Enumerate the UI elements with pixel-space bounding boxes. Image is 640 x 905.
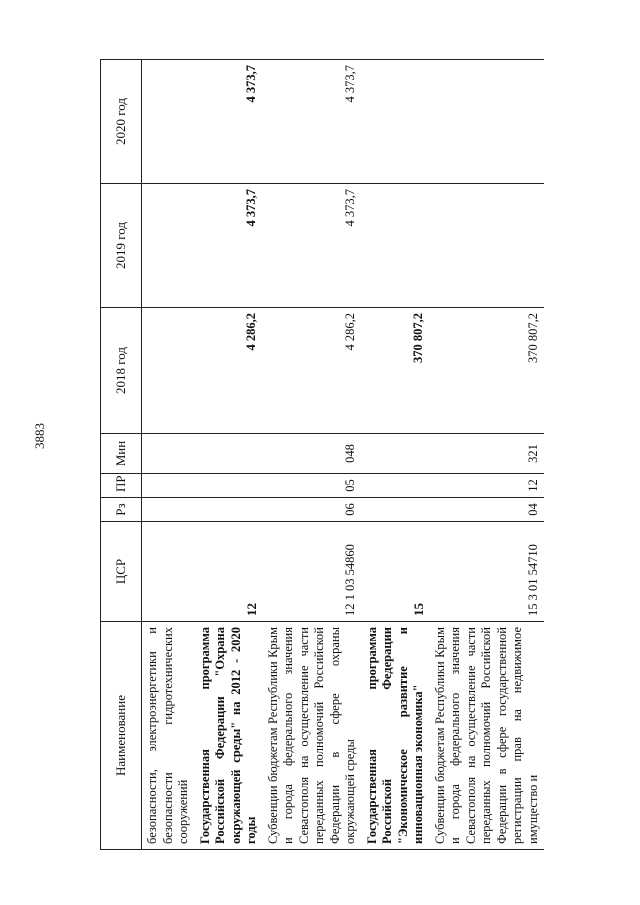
header-2018: 2018 год: [101, 308, 142, 434]
row-rz: [142, 498, 195, 522]
row-rz: [362, 498, 430, 522]
header-csr: ЦСР: [101, 522, 142, 622]
row-csr: 12 1 03 54860: [263, 522, 362, 622]
table-row: [142, 60, 195, 850]
budget-table: [100, 59, 544, 850]
row-2020: [362, 60, 430, 184]
row-csr: [142, 522, 195, 622]
row-min: [195, 434, 263, 474]
row-csr: 12: [195, 522, 263, 622]
row-pr: 12: [430, 474, 545, 498]
row-2019: [142, 184, 195, 308]
row-name: Субвенции бюджетам Республики Крым и города федерального значения Севастополя на осуществление части переданных полномочий Российской Федерации в сфере охраны окружающей среды: [263, 622, 362, 850]
table-row: [362, 60, 430, 850]
row-2020: [430, 60, 545, 184]
row-csr: 15: [362, 522, 430, 622]
row-2018: 370 807,2: [362, 308, 430, 434]
row-csr: 15 3 01 54710: [430, 522, 545, 622]
row-pr: [142, 474, 195, 498]
row-2018: [142, 308, 195, 434]
table-header-row: [101, 60, 142, 850]
row-rz: 04: [430, 498, 545, 522]
budget-sheet: [100, 60, 620, 850]
row-name: Государственная программа Российской Федерации "Экономическое развитие и инновационная экономика": [362, 622, 430, 850]
table-row: [195, 60, 263, 850]
row-2018: 4 286,2: [263, 308, 362, 434]
header-pr: ПР: [101, 474, 142, 498]
header-min: Мин: [101, 434, 142, 474]
row-min: 321: [430, 434, 545, 474]
table-row: [263, 60, 362, 850]
row-min: [142, 434, 195, 474]
table-row: [430, 60, 545, 850]
header-2019: 2019 год: [101, 184, 142, 308]
row-2020: 4 373,7: [195, 60, 263, 184]
row-name: безопасности, электроэнергетики и безопасности гидротехнических сооружений: [142, 622, 195, 850]
row-2019: 4 373,7: [263, 184, 362, 308]
row-min: [362, 434, 430, 474]
row-rz: 06: [263, 498, 362, 522]
row-2020: 4 373,7: [263, 60, 362, 184]
row-2018: 4 286,2: [195, 308, 263, 434]
row-min: 048: [263, 434, 362, 474]
page-number: 3883: [32, 423, 47, 449]
header-rz: Рз: [101, 498, 142, 522]
row-name: Субвенции бюджетам Республики Крым и города федерального значения Севастополя на осуществление части переданных полномочий Российской Федерации в сфере государственной регистрации прав на недвижимое имущество и: [430, 622, 545, 850]
row-pr: [362, 474, 430, 498]
row-2019: [362, 184, 430, 308]
header-name: Наименование: [101, 622, 142, 850]
row-2019: [430, 184, 545, 308]
row-2018: 370 807,2: [430, 308, 545, 434]
row-pr: 05: [263, 474, 362, 498]
row-name: Государственная программа Российской Федерации "Охрана окружающей среды" на 2012 - 2020 годы: [195, 622, 263, 850]
row-rz: [195, 498, 263, 522]
row-2020: [142, 60, 195, 184]
row-2019: 4 373,7: [195, 184, 263, 308]
row-pr: [195, 474, 263, 498]
header-2020: 2020 год: [101, 60, 142, 184]
